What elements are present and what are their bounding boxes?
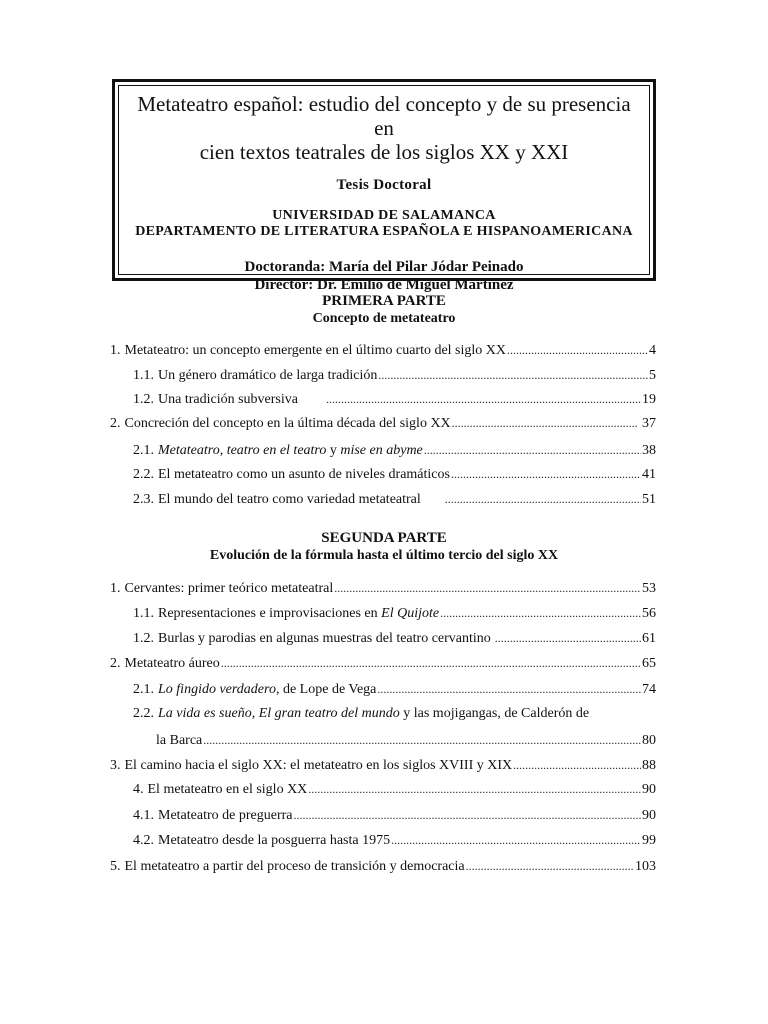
toc-leader bbox=[377, 680, 641, 698]
toc-leader bbox=[466, 857, 634, 875]
toc-entry[interactable] bbox=[133, 680, 656, 699]
toc-page: 74 bbox=[642, 682, 656, 697]
toc-entry[interactable] bbox=[110, 579, 656, 598]
toc-leader bbox=[424, 441, 641, 459]
toc-number: 1.1. bbox=[133, 606, 154, 621]
toc-number: 4.2. bbox=[133, 833, 154, 848]
toc-text: El camino hacia el siglo XX: el metateatro en los siglos XVIII y XIX bbox=[124, 758, 513, 773]
toc-leader bbox=[378, 366, 648, 384]
toc-text-italic: El Quijote bbox=[381, 606, 440, 621]
toc-text-italic: El gran teatro del mundo bbox=[258, 706, 400, 721]
toc-leader bbox=[452, 414, 637, 432]
toc-text-italic: La vida es sueño bbox=[158, 706, 252, 721]
toc-text: El metateatro como un asunto de niveles dramáticos bbox=[158, 467, 450, 482]
toc-text: Metateatro: un concepto emergente en el último cuarto del siglo XX bbox=[124, 343, 507, 358]
toc-page: 53 bbox=[642, 581, 656, 596]
toc-number: 4. bbox=[133, 782, 144, 797]
part1-heading-block bbox=[0, 293, 768, 328]
toc-number: 1.2. bbox=[133, 631, 154, 646]
toc-leader bbox=[308, 780, 641, 798]
toc-leader bbox=[513, 756, 641, 774]
institution bbox=[119, 208, 649, 240]
toc-text: Metateatro áureo bbox=[124, 656, 220, 671]
toc-text: Una tradición subversiva bbox=[158, 392, 298, 407]
toc-leader bbox=[391, 831, 641, 849]
part2-subheading: Evolución de la fórmula hasta el último tercio del siglo XX bbox=[209, 548, 559, 563]
toc-leader bbox=[507, 341, 648, 359]
toc-entry-multiline[interactable] bbox=[133, 705, 589, 723]
toc-page: 80 bbox=[642, 733, 656, 748]
toc-number: 3. bbox=[110, 758, 121, 773]
thesis-type: Tesis Doctoral bbox=[336, 177, 432, 193]
toc-page: 19 bbox=[642, 392, 656, 407]
toc-entry[interactable] bbox=[133, 831, 656, 850]
toc-entry[interactable] bbox=[133, 604, 656, 623]
toc-text: la Barca bbox=[156, 733, 203, 748]
toc-text: y las mojigangas, de Calderón de bbox=[399, 706, 590, 721]
part2-heading-block bbox=[0, 530, 768, 565]
toc-entry[interactable] bbox=[110, 654, 656, 673]
toc-page: 99 bbox=[642, 833, 656, 848]
toc-text: Metateatro desde la posguerra hasta 1975 bbox=[158, 833, 391, 848]
toc-text: El metateatro en el siglo XX bbox=[147, 782, 308, 797]
toc-entry-continuation[interactable] bbox=[156, 731, 656, 750]
toc-text: El metateatro a partir del proceso de transición y democracia bbox=[124, 859, 465, 874]
toc-page: 56 bbox=[642, 606, 656, 621]
thesis-title-line2: cien textos teatrales de los siglos XX y XXI bbox=[199, 140, 569, 164]
toc-entry[interactable] bbox=[133, 629, 656, 648]
toc-entry[interactable] bbox=[133, 780, 656, 799]
toc-page: 88 bbox=[642, 758, 656, 773]
title-box bbox=[112, 79, 656, 293]
toc-number: 2.3. bbox=[133, 492, 154, 507]
thesis-title-line1: Metateatro español: estudio del concepto y de su presencia en bbox=[137, 92, 631, 140]
toc-number: 2. bbox=[110, 656, 121, 671]
toc-leader bbox=[451, 465, 641, 483]
toc-entry[interactable] bbox=[110, 857, 656, 876]
toc-entry[interactable] bbox=[133, 465, 656, 484]
toc-text: Metateatro de preguerra bbox=[158, 808, 293, 823]
toc-leader bbox=[326, 390, 641, 408]
toc-page: 90 bbox=[642, 808, 656, 823]
toc-text: , bbox=[251, 706, 259, 721]
toc-text-italic: mise en abyme bbox=[340, 443, 423, 458]
toc-entry[interactable] bbox=[110, 341, 656, 360]
department-name: DEPARTAMENTO DE LITERATURA ESPAÑOLA E HISPANOAMERICANA bbox=[135, 224, 633, 239]
director: Director: Dr. Emilio de Miguel Martínez bbox=[254, 277, 514, 293]
toc-text: , de Lope de Vega bbox=[275, 682, 377, 697]
toc-text: Concreción del concepto en la última década del siglo XX bbox=[124, 416, 451, 431]
toc-number: 4.1. bbox=[133, 808, 154, 823]
toc-number: 2.2. bbox=[133, 706, 154, 721]
toc-text-italic: Lo fingido verdadero bbox=[158, 682, 276, 697]
toc-text-italic: Metateatro, teatro en el teatro bbox=[158, 443, 327, 458]
toc-page: 90 bbox=[642, 782, 656, 797]
toc-number: 1. bbox=[110, 343, 121, 358]
toc-entry[interactable] bbox=[133, 490, 656, 509]
part2-heading: SEGUNDA PARTE bbox=[321, 530, 447, 546]
toc-page: 4 bbox=[649, 343, 656, 358]
toc-entry[interactable] bbox=[110, 414, 656, 433]
toc-number: 1. bbox=[110, 581, 121, 596]
toc-text: Un género dramático de larga tradición bbox=[158, 368, 378, 383]
toc-page: 65 bbox=[642, 656, 656, 671]
toc-page: 103 bbox=[635, 859, 656, 874]
toc-text: Burlas y parodias en algunas muestras del teatro cervantino bbox=[158, 631, 491, 646]
toc-number: 1.1. bbox=[133, 368, 154, 383]
toc-entry[interactable] bbox=[133, 806, 656, 825]
toc-leader bbox=[203, 731, 641, 749]
toc-number: 5. bbox=[110, 859, 121, 874]
toc-text: Cervantes: primer teórico metateatral bbox=[124, 581, 334, 596]
title-box-inner bbox=[118, 85, 650, 293]
toc-number: 2.1. bbox=[133, 443, 154, 458]
toc-text: y bbox=[326, 443, 341, 458]
toc-page: 38 bbox=[642, 443, 656, 458]
doctoranda: Doctoranda: María del Pilar Jódar Peinado bbox=[244, 259, 524, 275]
university-name: UNIVERSIDAD DE SALAMANCA bbox=[272, 208, 496, 223]
toc-page: 41 bbox=[642, 467, 656, 482]
toc-number: 1.2. bbox=[133, 392, 154, 407]
toc-entry[interactable] bbox=[133, 390, 656, 409]
thesis-title bbox=[119, 92, 649, 164]
toc-entry[interactable] bbox=[110, 756, 656, 775]
toc-leader bbox=[293, 806, 641, 824]
toc-page: 51 bbox=[642, 492, 656, 507]
toc-number: 2.2. bbox=[133, 467, 154, 482]
authors bbox=[119, 258, 649, 294]
toc-number: 2.1. bbox=[133, 682, 154, 697]
toc-entry[interactable] bbox=[133, 441, 656, 460]
toc-text: El mundo del teatro como variedad metateatral bbox=[158, 492, 421, 507]
part1-heading: PRIMERA PARTE bbox=[322, 293, 446, 309]
toc-text: Representaciones e improvisaciones en bbox=[158, 606, 382, 621]
toc-entry[interactable] bbox=[133, 366, 656, 385]
toc-page: 5 bbox=[649, 368, 656, 383]
toc-leader bbox=[440, 604, 641, 622]
toc-leader bbox=[221, 654, 641, 672]
toc-leader bbox=[495, 629, 641, 647]
toc-number: 2. bbox=[110, 416, 121, 431]
toc-page: 61 bbox=[642, 631, 656, 646]
part1-subheading: Concepto de metateatro bbox=[312, 311, 456, 326]
toc-leader bbox=[445, 490, 641, 508]
toc-leader bbox=[334, 579, 641, 597]
toc-page: 37 bbox=[642, 416, 656, 431]
